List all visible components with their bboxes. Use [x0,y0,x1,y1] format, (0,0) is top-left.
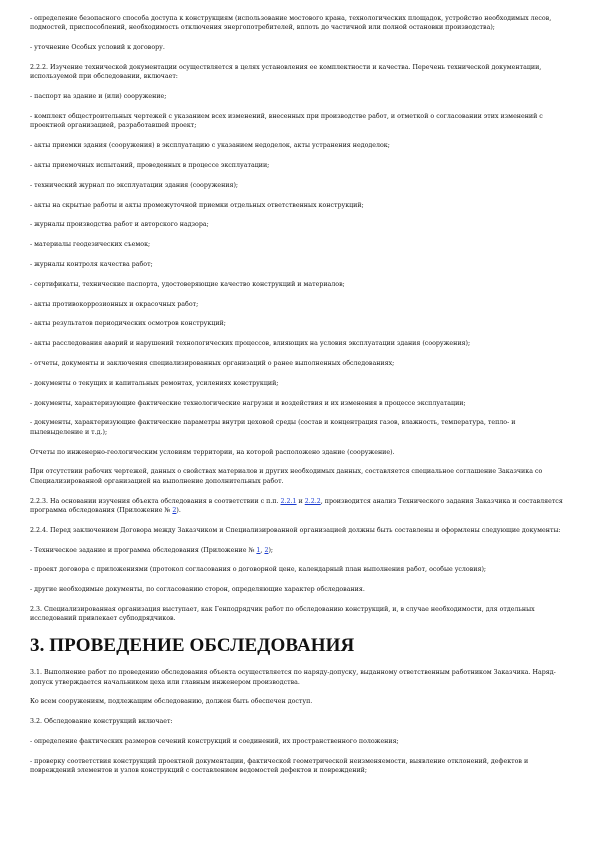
link-2-2-2[interactable]: 2.2.2 [304,497,321,505]
paragraph: - определение безопасного способа доступа к конструкциям (использование мостового крана, технологических площадок, устройство необходимых лесов, подмостей, приспособлений, необходимость отключения энергопотребителей, вплоть до частичной или полной остановки производства); [30,15,552,32]
paragraph: - уточнение Особых условий к договору. [30,44,165,52]
text: , производится анализ Технического задания Заказчика и составляется программа обследования (Приложение № [30,497,563,514]
list-item: - определение фактических размеров сечений конструкций и соединений, их пространственного положения; [30,737,399,745]
paragraph: При отсутствии рабочих чертежей, данных о свойствах материалов и других необходимых данных, составляется специальное соглашение Заказчика со Специализированной организацией на выполнение дополнительных работ. [30,468,543,485]
section-heading: 3. ПРОВЕДЕНИЕ ОБСЛЕДОВАНИЯ [30,635,355,657]
list-item: - журналы контроля качества работ; [30,260,153,268]
list-item: - паспорт на здание и (или) сооружение; [30,93,167,101]
list-item: - другие необходимые документы, по согласованию сторон, определяющие характер обследования. [30,586,365,594]
list-item: - акты расследования аварий и нарушений технологических процессов, влияющих на условия эксплуатации здания (сооружения); [30,340,471,348]
list-item: - проект договора с приложениями (протокол согласования о договорной цене, календарный план выполнения работ, особые условия); [30,566,487,574]
link-appendix-2[interactable]: 2 [172,506,177,514]
list-item: - акты приемки здания (сооружения) в эксплуатацию с указанием недоделок, акты устранения недоделок; [30,142,390,150]
paragraph: 3.1. Выполнение работ по проведению обследования объекта осуществляется по наряду-допуску, выданному ответственным работником Заказчика. Наряд-допуск утверждается начальником цеха или главным инженером производства. [30,669,556,686]
list-item: - акты приемочных испытаний, проведенных в процессе эксплуатации; [30,162,270,169]
paragraph: Ко всем сооружениям, подлежащим обследованию, должен быть обеспечен доступ. [30,698,313,706]
list-item: - акты на скрытые работы и акты промежуточной приемки отдельных ответственных конструкций; [30,201,364,209]
text: 2.2.3. На основании изучения объекта обследования в соответствии с п.п. [30,497,281,505]
paragraph: 2.3. Специализированная организация выступает, как Генподрядчик работ по обследованию конструкций, и, в случае необходимости, для отдельных исследований привлекает субподрядчиков. [30,605,535,623]
link-appendix-2b[interactable]: 2 [264,546,269,554]
list-item: - документы о текущих и капитальных ремонтах, усилениях конструкций; [30,379,279,387]
document-page [30,14,570,786]
paragraph: 3.2. Обследование конструкций включает: [30,718,173,726]
text: , [260,546,265,554]
list-item: - проверку соответствия конструкций проектной документации, фактической геометрической неизменяемости, выявление отклонений, дефектов и повреждений элементов и узлов конструкций с составлением ведомостей дефектов и повреждений; [30,757,529,775]
text: - Техническое задание и программа обследования (Приложение № [30,546,257,554]
list-item: - журналы производства работ и авторского надзора; [30,221,209,229]
list-item: - документы, характеризующие фактические технологические нагрузки и воздействия и их изменения в процессе эксплуатации; [30,399,466,407]
paragraph: 2.2.2. Изучение технической документации осуществляется в целях установления ее комплектности и качества. Перечень технической документации, используемой при обследовании, включает: [30,64,542,81]
text-block-top [30,14,570,486]
list-item: - сертификаты, технические паспорта, удостоверяющие качество конструкций и материалов; [30,280,345,288]
link-appendix-1[interactable]: 1 [256,546,261,554]
list-item: - комплект общестроительных чертежей с указанием всех изменений, внесенных при производстве работ, и отметкой о согласовании этих изменений с проектной организацией, разработавшей проект; [30,113,543,130]
paragraph-2-2-4: 2.2.4. Перед заключением Договора между Заказчиком и Специализированной организацией должны быть составлены и оформлены следующие документы: [30,526,561,534]
list-item: - технический журнал по эксплуатации здания (сооружения); [30,181,239,189]
list-item: - акты противокоррозионных и окрасочных работ; [30,300,199,308]
list-item: - отчеты, документы и заключения специализированных организаций о ранее выполненных обследованиях; [30,359,395,367]
list-item-technical-task [30,546,570,555]
paragraph-2-2-3 [30,497,570,516]
list-item: - акты результатов периодических осмотров конструкций; [30,320,226,328]
text: ). [176,506,181,514]
text: и [296,497,305,505]
list-item: - материалы геодезических съемок; [30,241,151,249]
paragraph: Отчеты по инженерно-геологическим условиям территории, на которой расположено здание (сооружение). [30,448,395,456]
link-2-2-1[interactable]: 2.2.1 [280,497,297,505]
text: ); [268,546,274,554]
list-item: - документы, характеризующие фактические параметры внутри цеховой среды (состав и концентрация газов, влажность, температура, тепло- и пылевыделение и т.д.); [30,419,516,436]
